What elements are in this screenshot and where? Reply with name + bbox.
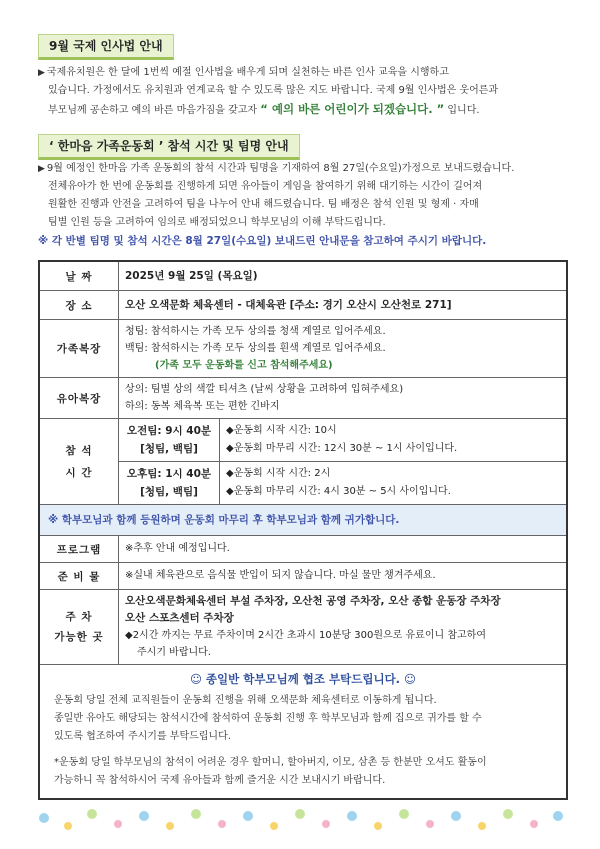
dot: [243, 811, 253, 821]
dot: [530, 820, 538, 828]
end-time: ◆운동회 마무리 시간: 12시 30분 ~ 1시 사이입니다.: [226, 443, 458, 454]
paragraph-line: 입니다.: [447, 105, 480, 116]
family-dress-line: 청팀: 참석하시는 가족 모두 상의를 청색 계열로 입어주세요.: [125, 326, 386, 337]
dot: [295, 809, 305, 819]
bullet-triangle-icon: ▶: [38, 68, 45, 78]
dot: [270, 822, 278, 830]
dot: [478, 822, 486, 830]
place-label: 장 소: [40, 291, 119, 319]
cooperation-line: 종일반 유아도 해당되는 참석시간에 참석하여 운동회 진행 후 학부모님과 함께 집으로 귀가를 할 수: [54, 713, 482, 724]
child-dress-cell: [119, 378, 566, 418]
parking-cell: [119, 590, 566, 664]
decorative-dots: [30, 796, 570, 836]
child-dress-line: 하의: 동복 체육복 또는 편한 긴바지: [125, 401, 280, 412]
family-shoes-note: (가족 모두 운동화를 신고 참석해주세요): [155, 360, 333, 371]
afternoon-team-label: [119, 462, 220, 504]
dot: [166, 822, 174, 830]
supplies-value: ※실내 체육관으로 음식물 반입이 되지 않습니다. 마실 물만 챙겨주세요.: [125, 570, 436, 581]
dot: [399, 809, 409, 819]
supplies-label: 준 비 물: [40, 563, 119, 589]
attendance-time-label: [40, 419, 119, 504]
table-row: [40, 378, 566, 419]
table-row: [40, 262, 566, 291]
paragraph-line: 있습니다. 가정에서도 유치원과 연계교육 할 수 있도록 많은 지도 바랍니다. 국제 9월 인사법은 웃어른과: [48, 85, 499, 96]
section-title: ‘ 한마음 가족운동회 ’ 참석 시간 및 팀명 안내: [49, 139, 289, 153]
section-title: 9월 국제 인사법 안내: [49, 39, 163, 53]
table-row: [40, 419, 566, 505]
dot: [39, 813, 49, 823]
family-dress-line: 백팀: 참석하시는 가족 모두 상의를 흰색 계열로 입어주세요.: [125, 343, 386, 354]
cooperation-title: ☺ 종일반 학부모님께 협조 부탁드립니다. ☺: [189, 672, 417, 686]
date-value: 2025년 9월 25일 (목요일): [125, 270, 258, 282]
dot: [114, 820, 122, 828]
cooperation-text: [40, 690, 566, 798]
dot: [191, 809, 201, 819]
table-row: [40, 563, 566, 590]
attendance-time-cell: [119, 419, 566, 504]
family-dress-cell: [119, 320, 566, 377]
family-dress-label: 가족복장: [40, 320, 119, 377]
parking-line: 오산 스포츠센터 주차장: [125, 612, 234, 624]
end-time: ◆운동회 마무리 시간: 4시 30분 ~ 5시 사이입니다.: [226, 486, 451, 497]
place-value: 오산 오색문화 체육센터 - 대체육관 [주소: 경기 오산시 오산천로 271]: [125, 299, 452, 311]
label-line: 주 차: [65, 611, 93, 623]
cooperation-line: *운동회 당일 학부모님의 참석이 어려운 경우 할머니, 할아버지, 이모, 삼촌 등 한분만 오셔도 활동이: [54, 757, 487, 768]
table-row: [40, 320, 566, 378]
paragraph-line: 전체유아가 한 번에 운동회를 진행하게 되면 유아들이 게임을 참여하기 위해 대기하는 시간이 길어져: [48, 181, 483, 192]
paragraph-line: 국제유치원은 한 달에 1번씩 예절 인사법을 배우게 되며 실천하는 바른 인사 교육을 시행하고: [46, 67, 449, 78]
team-time: 오전팀: 9시 40분: [126, 425, 212, 437]
morning-team-row: [119, 419, 566, 462]
start-time: ◆운동회 시작 시간: 10시: [226, 425, 337, 436]
dot: [451, 811, 461, 821]
afternoon-schedule: [220, 462, 566, 504]
date-label: 날 짜: [40, 262, 119, 290]
team-names: [청팀, 백팀]: [140, 443, 198, 455]
dot: [139, 811, 149, 821]
dot-row: [39, 809, 563, 830]
cooperation-line: 운동회 당일 전체 교직원들이 운동회 진행을 위해 오색문화 체육센터로 이동하게 됩니다.: [54, 695, 437, 706]
paragraph-line: 팀별 인원 등을 고려하여 임의로 배정되었으니 학부모님의 이해 부탁드립니다.: [48, 217, 386, 228]
section-heading-greeting: [38, 34, 174, 60]
program-value: ※추후 안내 예정입니다.: [125, 543, 230, 554]
morning-team-label: [119, 419, 220, 461]
team-note: ※ 각 반별 팀명 및 참석 시간은 8월 27일(수요일) 보내드린 안내문을 참고하여 주시기 바랍니다.: [38, 235, 487, 247]
parking-label: [40, 590, 119, 664]
afternoon-team-row: [119, 462, 566, 504]
label-line: 시 간: [65, 466, 93, 479]
table-row: [40, 291, 566, 320]
dot: [426, 820, 434, 828]
bullet-triangle-icon: ▶: [38, 164, 45, 174]
dot: [87, 809, 97, 819]
dot: [322, 820, 330, 828]
section-heading-sports-day: [38, 134, 300, 160]
table-row: [40, 590, 566, 665]
parking-fee-line: ◆2시간 까지는 무료 주차이며 2시간 초과시 10분당 300원으로 유료이니 참고하여: [125, 630, 486, 641]
child-dress-label: 유아복장: [40, 378, 119, 418]
dot: [64, 822, 72, 830]
table-row: [40, 536, 566, 563]
dot: [347, 811, 357, 821]
event-info-table: [38, 260, 568, 800]
sports-day-paragraph: [38, 160, 566, 250]
program-label: 프로그램: [40, 536, 119, 562]
go-home-note: ※ 학부모님과 함께 등원하며 운동회 마무리 후 학부모님과 함께 귀가합니다.: [40, 505, 566, 536]
child-dress-line: 상의: 팀별 상의 색깔 티셔츠 (날씨 상황을 고려하여 입혀주세요): [125, 384, 404, 395]
paragraph-line: 9월 예정인 한마음 가족 운동회의 참석 시간과 팀명을 기재하여 8월 27일(수요일)가정으로 보내드렸습니다.: [46, 163, 515, 174]
team-time: 오후팀: 1시 40분: [126, 468, 212, 480]
team-names: [청팀, 백팀]: [140, 486, 198, 498]
paragraph-line: 원활한 진행과 안전을 고려하여 팀을 나누어 안내 해드렸습니다. 팀 배정은 참석 인원 및 형제 · 자매: [48, 199, 479, 210]
dot: [218, 820, 226, 828]
dot: [503, 809, 513, 819]
cooperation-line: 가능하니 꼭 참석하시어 국제 유아들과 함께 즐거운 시간 보내시기 바랍니다.: [54, 775, 386, 786]
paragraph-line: 부모님께 공손하고 예의 바른 마음가짐을 갖고자: [48, 105, 258, 116]
dot: [374, 822, 382, 830]
dot: [553, 811, 563, 821]
parking-line: 오산오색문화체육센터 부설 주차장, 오산천 공영 주차장, 오산 종합 운동장 주차장: [125, 595, 501, 607]
start-time: ◆운동회 시작 시간: 2시: [226, 468, 331, 479]
greeting-phrase: “ 예의 바른 어린이가 되겠습니다. ”: [260, 102, 445, 116]
morning-schedule: [220, 419, 566, 461]
label-line: 참 석: [65, 444, 93, 457]
label-line: 가능한 곳: [54, 631, 104, 643]
greeting-paragraph: [38, 64, 566, 120]
parking-fee-line: 주시기 바랍니다.: [137, 647, 211, 658]
cooperation-line: 있도록 협조하여 주시기를 부탁드립니다.: [54, 731, 231, 742]
cooperation-section: [40, 665, 566, 800]
